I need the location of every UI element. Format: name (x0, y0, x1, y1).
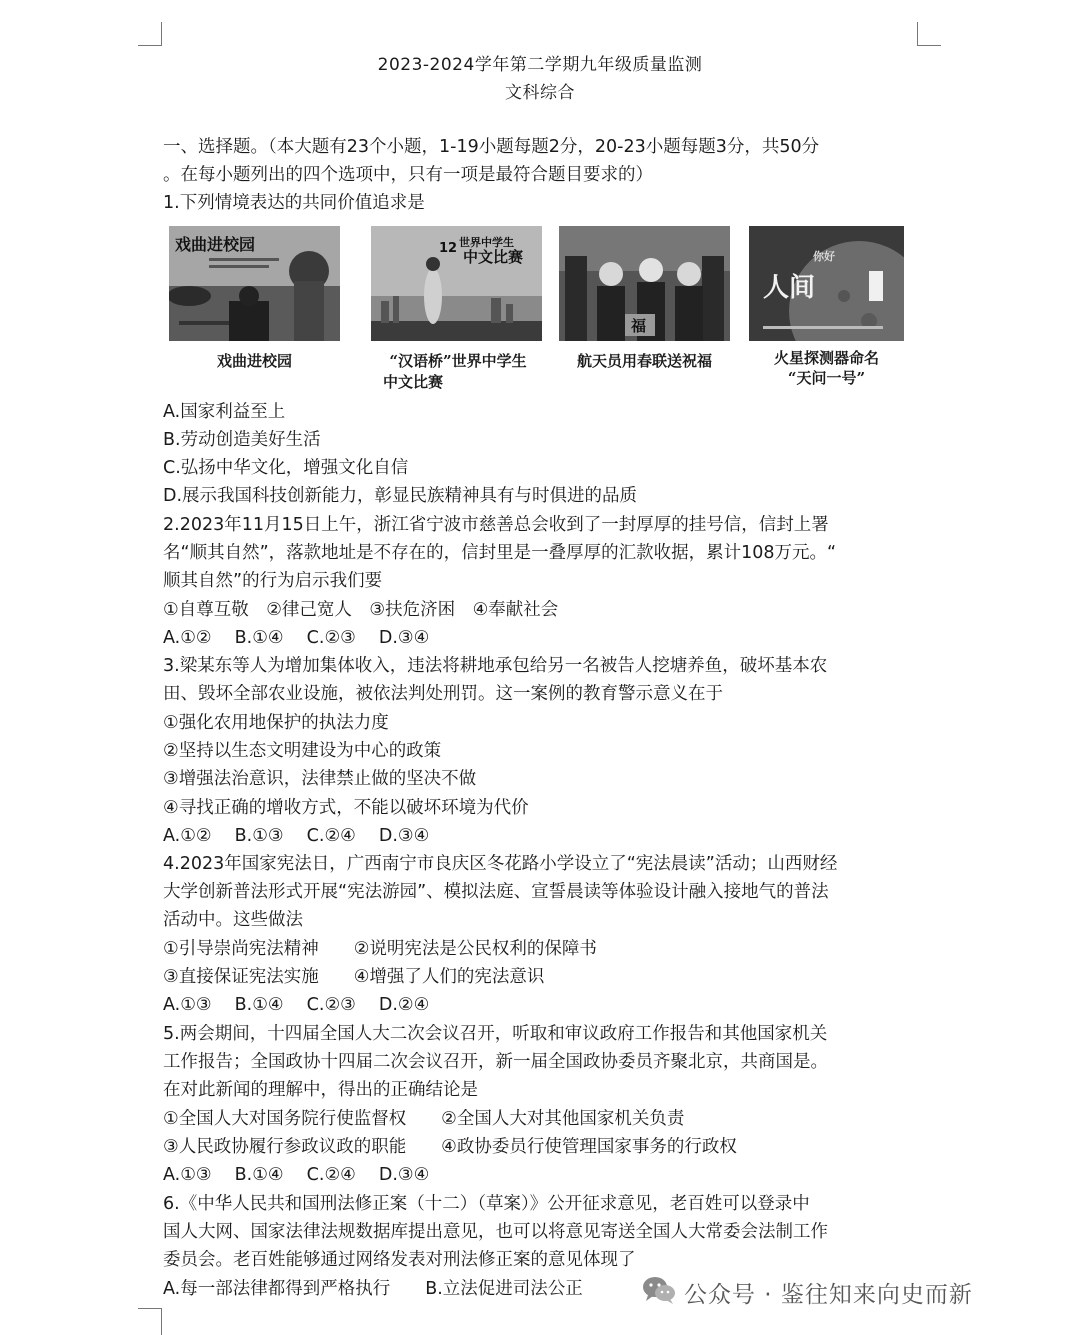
answer-option: C.弘扬中华文化，增强文化自信 (163, 458, 409, 478)
question-stem: 国人大网、国家法律法规数据库提出意见，也可以将意见寄送全国人大常委会法制工作 (163, 1222, 828, 1242)
question-item: ①强化农用地保护的执法力度 (163, 713, 389, 733)
crop-mark (917, 22, 918, 46)
answer-option: D.展示我国科技创新能力，彰显民族精神具有与时俱进的品质 (163, 486, 638, 506)
answer-options: A.①③ B.①④ C.②④ D.③④ (163, 1165, 430, 1185)
opera-sign: 戏曲进校园 (175, 235, 256, 254)
question-stem: 在对此新闻的理解中，得出的正确结论是 (163, 1080, 478, 1100)
contest-number: 12 (439, 241, 458, 256)
question-item: ④寻找正确的增收方式，不能以破坏环境为代价 (163, 798, 529, 818)
question-stem: 委员会。老百姓能够通过网络发表对刑法修正案的意见体现了 (163, 1250, 636, 1270)
image-caption: 航天员用春联送祝福 (576, 352, 712, 370)
question-item: ②坚持以生态文明建设为中心的政策 (163, 741, 442, 761)
crop-mark (138, 45, 162, 46)
question-stem: 顺其自然”的行为启示我们要 (163, 571, 383, 591)
answer-options: A.每一部法律都得到严格执行 B.立法促进司法公正 (163, 1279, 583, 1299)
couplet-character: 福 (631, 317, 647, 335)
question-stem: 活动中。这些做法 (163, 910, 303, 930)
question-item: ③人民政协履行参政议政的职能 ④政协委员行使管理国家事务的行政权 (163, 1137, 737, 1157)
section-instruction: 一、选择题。（本大题有23个小题，1-19小题每题2分，20-23小题每题3分，共50分 (163, 137, 820, 157)
astronaut-photo (559, 226, 730, 341)
answer-option: B.劳动创造美好生活 (163, 430, 321, 450)
contest-photo (371, 226, 542, 341)
book-tag: 你好 (813, 250, 835, 263)
question-stem: 大学创新普法形式开展“宪法游园”、模拟法庭、宣誓晨读等体验设计融入接地气的普法 (163, 882, 829, 902)
question-items: ①自尊互敬 ②律己宽人 ③扶危济困 ④奉献社会 (163, 600, 559, 620)
answer-options: A.①③ B.①④ C.②③ D.②④ (163, 995, 430, 1015)
question-stem: 1.下列情境表达的共同价值追求是 (163, 193, 425, 213)
question-stem: 4.2023年国家宪法日，广西南宁市良庆区冬花路小学设立了“宪法晨读”活动；山西财经 (163, 854, 838, 874)
question-stem: 6.《中华人民共和国刑法修正案（十二）（草案）》公开征求意见，老百姓可以登录中 (163, 1194, 810, 1214)
wechat-watermark (642, 1275, 973, 1309)
image-caption: 火星探测器命名 (773, 349, 879, 367)
exam-subject: 文科综合 (505, 83, 575, 103)
image-caption: “天问一号” (787, 369, 866, 387)
exam-title: 2023-2024学年第二学期九年级质量监测 (377, 55, 703, 75)
opera-photo (169, 226, 340, 341)
question-stem: 3.梁某东等人为增加集体收入，违法将耕地承包给另一名被告人挖塘养鱼，破坏基本农 (163, 656, 828, 676)
contest-sign: 中文比赛 (463, 248, 524, 266)
question-item: ③增强法治意识，法律禁止做的坚决不做 (163, 769, 477, 789)
wechat-icon (642, 1275, 676, 1309)
answer-options: A.①② B.①④ C.②③ D.③④ (163, 628, 430, 648)
question-item: ①引导崇尚宪法精神 ②说明宪法是公民权利的保障书 (163, 939, 597, 959)
question-stem: 5.两会期间，十四届全国人大二次会议召开，听取和审议政府工作报告和其他国家机关 (163, 1024, 828, 1044)
question-item: ③直接保证宪法实施 ④增强了人们的宪法意识 (163, 967, 545, 987)
crop-mark (138, 1308, 162, 1309)
contest-sign: 世界中学生 (459, 236, 514, 249)
book-title: 人间 (763, 273, 816, 303)
question-stem: 工作报告；全国政协十四届二次会议召开，新一届全国政协委员齐聚北京，共商国是。 (163, 1052, 828, 1072)
answer-options: A.①② B.①③ C.②④ D.③④ (163, 826, 430, 846)
image-caption: 戏曲进校园 (216, 352, 292, 370)
answer-option: A.国家利益至上 (163, 402, 286, 422)
question-item: ①全国人大对国务院行使监督权 ②全国人大对其他国家机关负责 (163, 1109, 685, 1129)
question-stem: 田、毁坏全部农业设施，被依法判处刑罚。这一案例的教育警示意义在于 (163, 684, 723, 704)
image-caption: 中文比赛 (382, 373, 443, 391)
crop-mark (917, 45, 941, 46)
question-stem: 名“顺其自然”，落款地址是不存在的，信封里是一叠厚厚的汇款收据，累计108万元。“ (163, 543, 837, 563)
tianwen-book-photo (749, 226, 904, 341)
watermark-text: 公众号 · 鉴往知来向史而新 (684, 1281, 973, 1308)
section-instruction: 。在每小题列出的四个选项中，只有一项是最符合题目要求的） (163, 165, 653, 185)
image-caption: “汉语桥”世界中学生 (389, 352, 527, 370)
question-stem: 2.2023年11月15日上午，浙江省宁波市慈善总会收到了一封厚厚的挂号信，信封上署 (163, 515, 829, 535)
crop-mark (161, 1308, 162, 1335)
crop-mark (161, 22, 162, 46)
